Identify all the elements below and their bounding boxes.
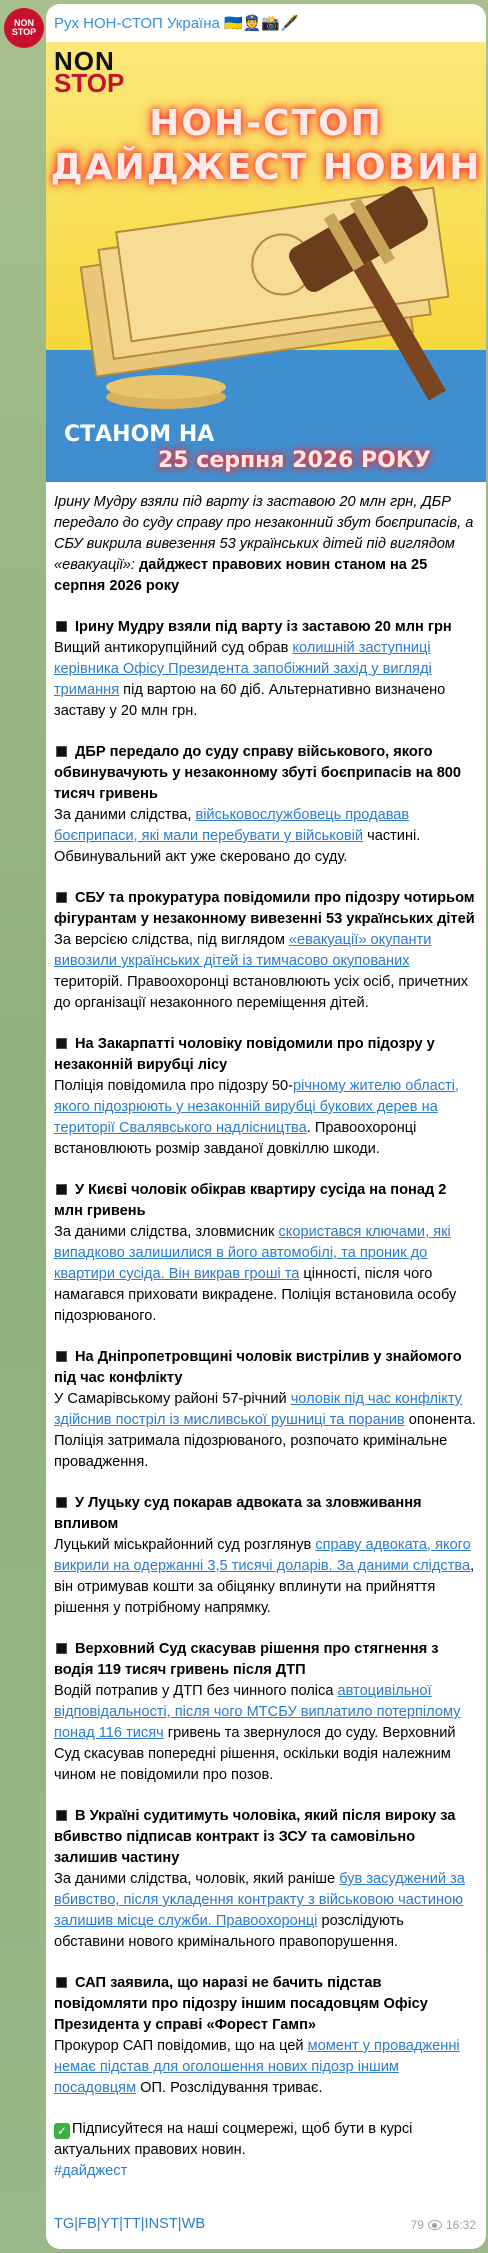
message-meta (411, 2218, 476, 2232)
news-item-link[interactable]: «евакуації» окупанти вивозили українських дітей із тимчасово окупованих (54, 932, 432, 969)
black-square-icon (56, 1810, 67, 1821)
news-item-body: У Самарівському районі 57-річний чоловік під час конфлікту здійснив постріл із мисливської рушниці та поранив опонента. Поліція затримала підозрюваного, розпочато кримінальне провадження. (54, 1391, 476, 1470)
news-item (54, 1180, 478, 1327)
black-square-icon (56, 1643, 67, 1654)
black-square-icon (56, 1038, 67, 1049)
black-square-icon (56, 1351, 67, 1362)
nonstop-logo: NON STOP (54, 46, 125, 98)
eye-icon (428, 2220, 442, 2230)
news-item-link[interactable]: скористався ключами, які випадково залишилися в його автомобілі, та проник до квартири сусіда. Він викрав гроші та (54, 1224, 451, 1282)
black-square-icon (56, 1184, 67, 1195)
news-item-title: На Дніпропетровщині чоловік вистрілив у знайомого під час конфлікту (54, 1349, 462, 1386)
news-item-title: У Луцьку суд покарав адвоката за зловживання впливом (54, 1495, 422, 1532)
black-square-icon (56, 892, 67, 903)
black-square-icon (56, 621, 67, 632)
news-item-link[interactable]: справу адвоката, якого викрили на одержанні 3,5 тисячі доларів. За даними слідства (54, 1537, 471, 1574)
news-item (54, 1493, 478, 1619)
news-item-body: За даними слідства, чоловік, який раніше був засуджений за вбивство, після укладення контракту з військовою частиною залишив місце служби. Правоохоронці розслідують обставини нового кримінального правопорушення. (54, 1871, 465, 1950)
news-item (54, 888, 478, 1014)
black-square-icon (56, 1977, 67, 1988)
subscribe-text: ✓ Підписуйтеся на наші соцмережі, щоб бути в курсі актуальних правових новин. (54, 2121, 413, 2158)
hashtag-link[interactable]: #дайджест (54, 2163, 128, 2179)
news-item-title: Ірину Мудру взяли під варту із заставою 20 млн грн (54, 617, 478, 638)
sender-name[interactable]: Рух НОН-СТОП Україна 🇺🇦👮📸🖋️ (54, 15, 299, 32)
cover-title: НОН-СТОП ДАЙДЖЕСТ НОВИН (50, 103, 482, 188)
news-item-title: На Закарпатті чоловіку повідомили про підозру у незаконній вирубці лісу (54, 1036, 435, 1073)
money-gavel-illustration (46, 172, 486, 412)
message-text (54, 492, 478, 2182)
cover-date-banner: СТАНОМ НА 25 серпня 2026 РОКУ (46, 410, 486, 480)
news-item (54, 1973, 478, 2099)
news-item-body: Луцький міськрайонний суд розглянув справу адвоката, якого викрили на одержанні 3,5 тисячі доларів. За даними слідства, він отримував кошти за обіцянку вплинути на прийняття рішення у потрібному напрямку. (54, 1537, 475, 1616)
avatar-text-bottom: STOP (11, 27, 37, 37)
news-item (54, 742, 478, 868)
intro-paragraph: Ірину Мудру взяли під варту із заставою 20 млн грн, ДБР передало до суду справу про незаконний збут боєприпасів, а СБУ викрила вивезення 53 українських дітей під виглядом «евакуації»: дайджест правових новин станом на 25 серпня 2026 року (54, 494, 474, 594)
news-item-link[interactable]: чоловік під час конфлікту здійснив постріл із мисливської рушниці та поранив (54, 1391, 462, 1428)
news-item (54, 1806, 478, 1953)
news-item-title: ДБР передало до суду справу військового, якого обвинувачують у незаконному збуті боєприпасів на 800 тисяч гривень (54, 744, 462, 802)
news-item-title: В Україні судитимуть чоловіка, який після вироку за вбивство підписав контракт із ЗСУ та самовільно залишив частину (54, 1808, 456, 1866)
black-square-icon (56, 746, 67, 757)
news-item (54, 1034, 478, 1160)
news-item-body: За версією слідства, під виглядом «евакуації» окупанти вивозили українських дітей із тимчасово окупованих територій. Правоохоронці встановлюють усіх осіб, причетних до організації незаконного переміщення дітей. (54, 932, 469, 1011)
news-item-title: Верховний Суд скасував рішення про стягнення з водія 119 тисяч гривень після ДТП (54, 1641, 439, 1678)
checkmark-icon: ✓ (54, 2123, 70, 2139)
news-item-link[interactable]: військовослужбовець продавав боєприпаси, які мали перебувати у військовій (54, 807, 410, 844)
channel-avatar[interactable] (4, 8, 44, 48)
news-item-body: Поліція повідомила про підозру 50-річному жителю області, якого підозрюють у незаконній вирубці букових дерев на території Свалявського надлісництва. Правоохоронці встановлюють розмір завданої довкіллю шкоди. (54, 1078, 460, 1157)
news-item-body: За даними слідства, військовослужбовець продавав боєприпаси, які мали перебувати у військовій частині. Обвинувальний акт уже скеровано до суду. (54, 807, 421, 865)
news-item-link[interactable]: був засуджений за вбивство, після укладення контракту з військовою частиною залишив місце служби. Правоохоронці (54, 1871, 465, 1929)
news-item (54, 1347, 478, 1473)
news-item-link[interactable]: автоцивільної відповідальності, після чого МТСБУ виплатило потерпілому понад 116 тисяч (54, 1683, 461, 1741)
news-item-link[interactable]: річному жителю області, якого підозрюють у незаконній вирубці букових дерев на території Свалявського надлісництва (54, 1078, 460, 1136)
news-item-link[interactable]: колишній заступниці керівника Офісу Президента запобіжний захід у вигляді тримання (54, 640, 432, 698)
message-bubble (46, 4, 486, 2249)
view-count: 79 (410, 2218, 424, 2232)
news-item (54, 617, 478, 722)
news-item-body: За даними слідства, зловмисник скористався ключами, які випадково залишилися в його автомобілі, та проник до квартири сусіда. Він викрав гроші та цінності, після чого намагався приховати викрадене. Поліція встановила особу підозрюваного. (54, 1224, 457, 1324)
news-item-title: У Києві чоловік обікрав квартиру сусіда на понад 2 млн гривень (54, 1182, 447, 1219)
news-item-title: СБУ та прокуратура повідомили про підозру чотирьом фігурантам у незаконному вивезенні 53 українських дітей (54, 890, 475, 927)
news-item-body: Вищий антикорупційний суд обрав колишній заступниці керівника Офісу Президента запобіжний захід у вигляді тримання під вартою на 60 діб. Альтернативно визначено заставу у 20 млн грн. (54, 640, 446, 719)
news-item-link[interactable]: момент у провадженні немає підстав для оголошення нових підозр іншим посадовцям (54, 2038, 460, 2096)
news-item-body: Прокурор САП повідомив, що на цей момент у провадженні немає підстав для оголошення нових підозр іншим посадовцям ОП. Розслідування триває. (54, 2038, 460, 2096)
message-time: 16:32 (445, 2218, 476, 2232)
news-item-title: САП заявила, що наразі не бачить підстав повідомляти про підозру іншим посадовцям Офісу Президента у справі «Форест Гамп» (54, 1975, 428, 2033)
social-links[interactable]: TG|FB|YT|TT|INST|WB (54, 2216, 206, 2232)
avatar-text-top: NON (14, 18, 34, 28)
digest-cover-image[interactable] (46, 42, 486, 482)
black-square-icon (56, 1497, 67, 1508)
news-item (54, 1639, 478, 1786)
news-item-body: Водій потрапив у ДТП без чинного поліса автоцивільної відповідальності, після чого МТСБУ виплатило потерпілому понад 116 тисяч гривень та звернулося до суду. Верховний Суд скасував попередні рішення, оскільки водія належним чином не повідомили про позов. (54, 1683, 461, 1783)
